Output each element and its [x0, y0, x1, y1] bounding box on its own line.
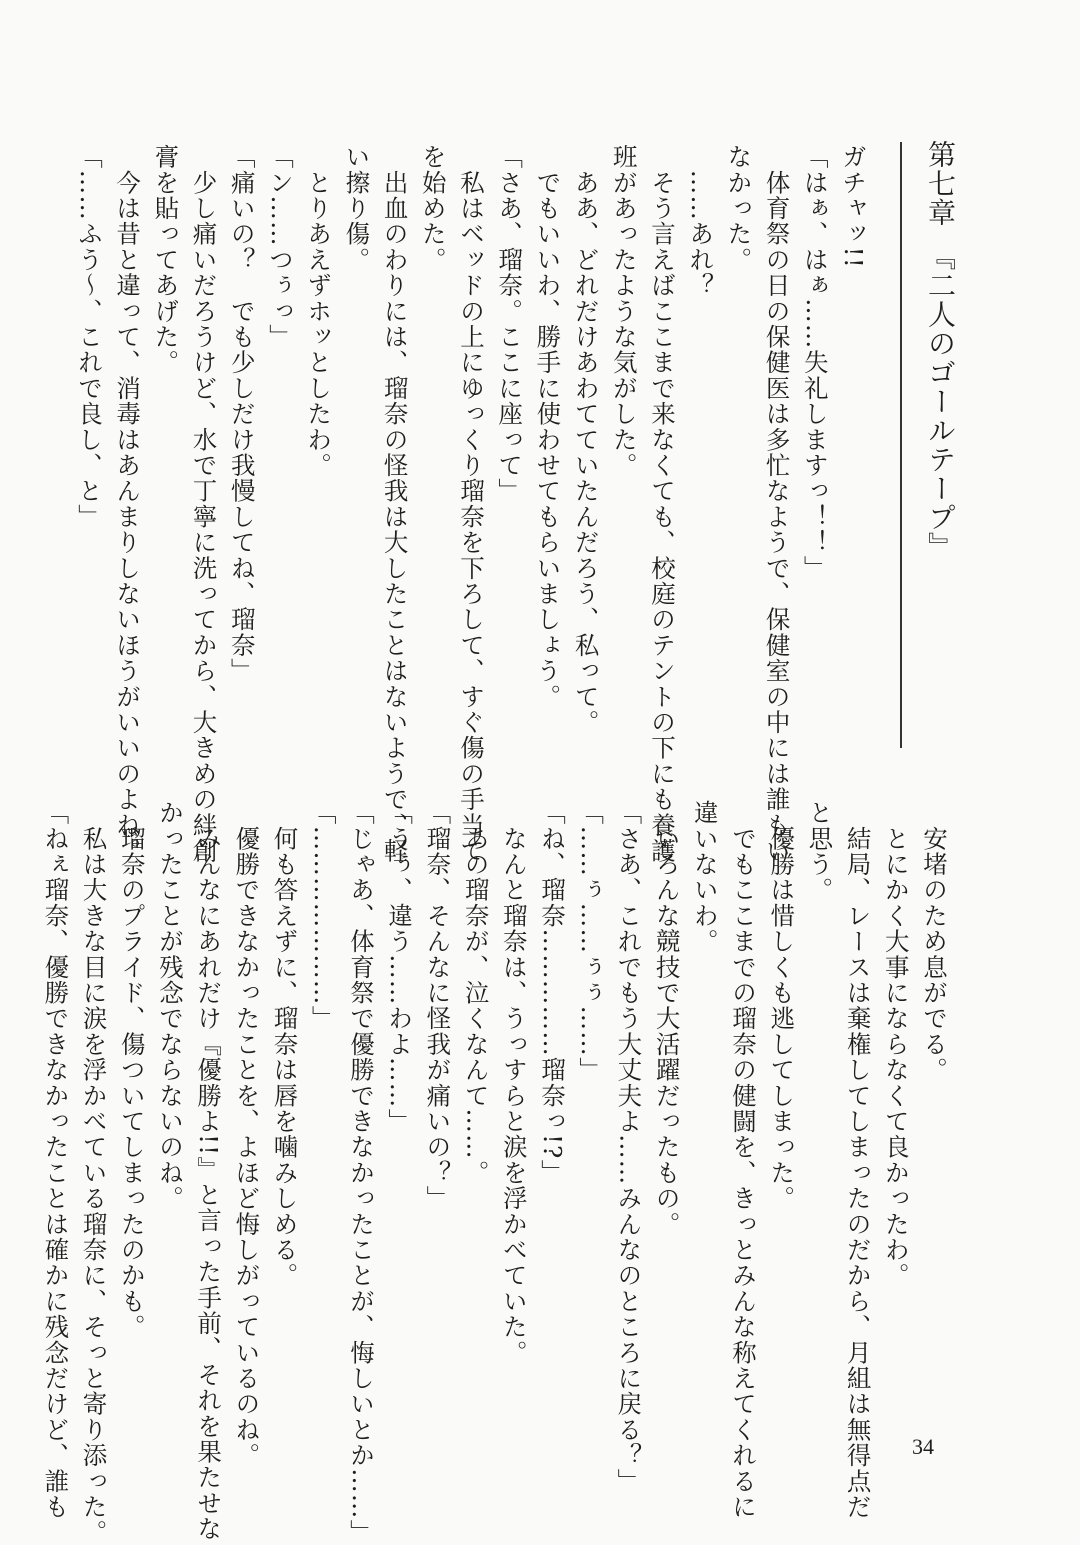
text-line: 違いないわ。	[690, 800, 720, 955]
text-line: を始めた。	[418, 144, 448, 273]
text-line: ……あれ？	[686, 144, 716, 299]
text-line: 私はベッドの上にゆっくり瑠奈を下ろして、すぐ傷の手当て	[456, 144, 486, 864]
text-line: 体育祭の日の保健医は多忙なようで、保健室の中には誰もい	[762, 144, 792, 864]
text-line: 「うぅ、違う……わよ……」	[385, 800, 415, 1135]
text-line: 「さあ、これでもう大丈夫よ……みんなのところに戻る？」	[614, 800, 644, 1494]
text-line: 「ねぇ瑠奈、優勝できなかったことは確かに残念だけど、誰も	[41, 800, 71, 1520]
text-line: あの瑠奈が、泣くなんて……。	[461, 800, 491, 1186]
text-line: とにかく大事にならなくて良かったわ。	[881, 800, 911, 1289]
text-line: とりあえずホッとしたわ。	[304, 144, 334, 479]
text-line: 「じゃあ、体育祭で優勝できなかったことが、悔しいとか……」	[346, 800, 376, 1545]
text-line: 出血のわりには、瑠奈の怪我は大したことはないようで、軽	[380, 144, 410, 864]
text-line: 優勝は惜しくも逃してしまった。	[767, 800, 797, 1212]
chapter-title: 第七章 『二人のゴールテープ』	[924, 140, 957, 561]
text-line: 何も答えずに、瑠奈は唇を噛みしめる。	[270, 800, 300, 1289]
text-line: 私は大きな目に涙を浮かべている瑠奈に、そっと寄り添った。	[79, 800, 109, 1545]
text-line: なんと瑠奈は、うっすらと涙を浮かべていた。	[499, 800, 529, 1366]
text-line: ああ、どれだけあわてていたんだろう、私って。	[571, 144, 601, 736]
text-line: でもいいわ、勝手に使わせてもらいましょう。	[533, 144, 563, 710]
text-line: ガチャッ!!	[839, 144, 868, 269]
text-line: い擦り傷。	[342, 144, 372, 273]
text-line: 「ね、瑠奈……………瑠奈っ!?」	[537, 800, 567, 1186]
text-line: 「ン……つぅっ」	[265, 144, 295, 350]
text-line: 膏を貼ってあげた。	[151, 144, 181, 376]
chapter-title-rule	[900, 142, 902, 748]
text-line: 「はぁ、はぁ……失礼しますっ！！」	[800, 144, 830, 581]
text-line: みんなにあれだけ『優勝よ!!』と言った手前、それを果たせな	[194, 800, 224, 1542]
text-line: 班があったような気がした。	[609, 144, 639, 479]
text-line: 瑠奈のプライド、傷ついてしまったのかも。	[117, 800, 147, 1340]
text-line: 「…………………」	[308, 800, 338, 1032]
text-line: 今は昔と違って、消毒はあんまりしないほうがいいのよね。	[113, 144, 143, 864]
text-line: 「痛いの？ でも少しだけ我慢してね、瑠奈」	[227, 144, 257, 684]
text-line: 優勝できなかったことを、よほど悔しがっているのね。	[232, 800, 262, 1469]
text-line: でもここまでの瑠奈の健闘を、きっとみんな称えてくれるに	[728, 800, 758, 1520]
text-line: 結局、レースは棄権してしまったのだから、月組は無得点だ	[843, 800, 873, 1520]
text-line: 少し痛いだろうけど、水で丁寧に洗ってから、大きめの絆創	[189, 144, 219, 864]
text-line: かったことが残念でならないのね。	[155, 800, 185, 1212]
text-line: 「……ぅ……ぅぅ……」	[576, 800, 606, 1083]
text-line: と思う。	[805, 800, 835, 903]
text-line: そう言えばここまで来なくても、校庭のテントの下にも養護	[647, 144, 677, 864]
text-line: なかった。	[724, 144, 754, 273]
text-line: 「……ふう〜、これで良し、と」	[74, 144, 104, 530]
text-line: 「瑠奈、そんなに怪我が痛いの？」	[423, 800, 453, 1212]
text-line: 安堵のため息がでる。	[920, 800, 949, 1083]
page-number: 34	[912, 1434, 934, 1459]
text-line: 「さあ、瑠奈。ここに座って」	[495, 144, 525, 504]
text-line: いろんな競技で大活躍だったもの。	[652, 800, 682, 1237]
